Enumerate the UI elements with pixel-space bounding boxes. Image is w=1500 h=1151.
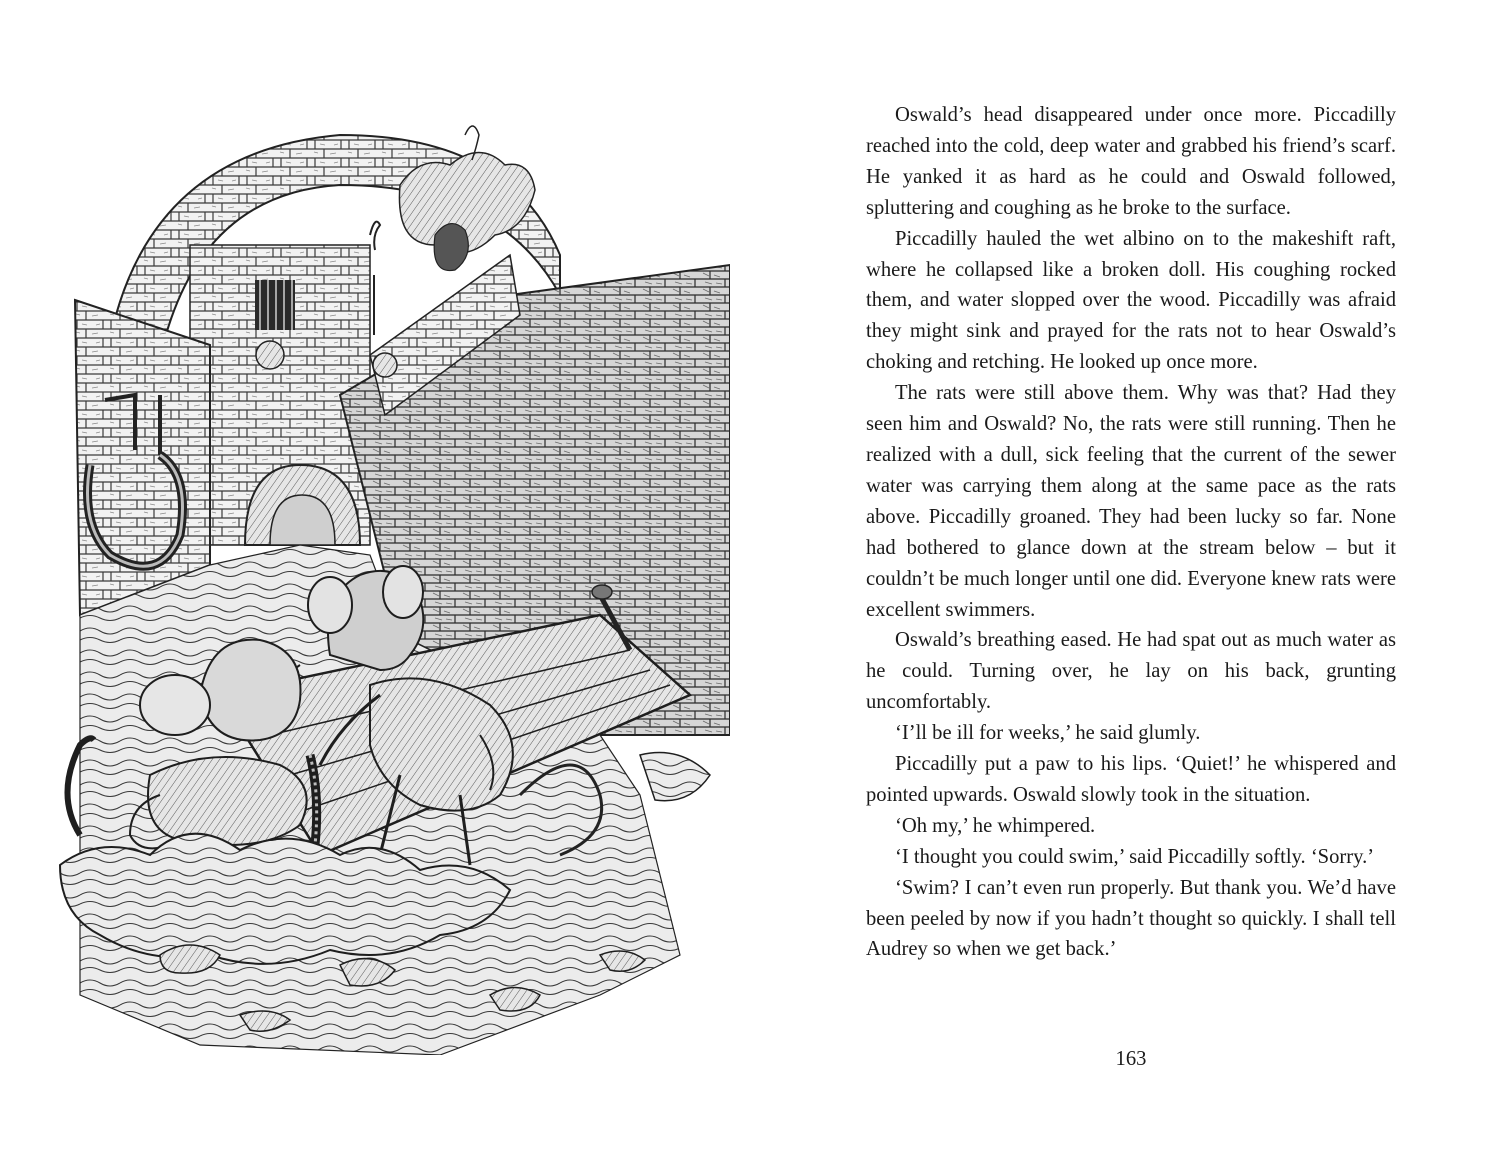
page-number: 163 [1115, 1048, 1147, 1070]
paragraph: Oswald’s breathing eased. He had spat out as much water as he could. Turning over, he lay on his back, grunting uncomfortably. [866, 629, 1396, 714]
paragraph: ‘Oh my,’ he whimpered. [895, 814, 1096, 837]
paragraph: ‘I thought you could swim,’ said Piccadilly softly. ‘Sorry.’ [895, 845, 1375, 868]
paragraph: Piccadilly hauled the wet albino on to the makeshift raft, where he collapsed like a broken doll. His coughing rocked them, and water slopped over the wood. Piccadilly was afraid they might sink and prayed for the rats not to hear Oswald’s choking and retching. He looked up once more. [866, 227, 1396, 374]
text-column [866, 100, 1396, 965]
paragraph: Piccadilly put a paw to his lips. ‘Quiet!’ he whispered and pointed upwards. Oswald slowly took in the situation. [866, 753, 1396, 806]
paragraph: ‘I’ll be ill for weeks,’ he said glumly. [895, 722, 1201, 745]
paragraph: Oswald’s head disappeared under once more. Piccadilly reached into the cold, deep water and grabbed his friend’s scarf. He yanked it as hard as he could and Oswald followed, spluttering and coughing as he broke to the surface. [866, 104, 1396, 219]
paragraph: ‘Swim? I can’t even run properly. But thank you. We’d have been peeled by now if you hadn’t thought so quickly. I shall tell Audrey so when we get back.’ [866, 876, 1396, 961]
paragraph: The rats were still above them. Why was that? Had they seen him and Oswald? No, the rats were still running. Then he realized with a dull, sick feeling that the current of the sewer water was carrying them along at the same pace as the rats above. Piccadilly groaned. They had been lucky so far. None had bothered to glance down at the stream below – but it couldn’t be much longer until one did. Everyone knew rats were excellent swimmers. [866, 382, 1396, 621]
sewer-raft-illustration-icon [40, 95, 730, 1055]
sewer-raft-illustration [40, 95, 730, 1055]
